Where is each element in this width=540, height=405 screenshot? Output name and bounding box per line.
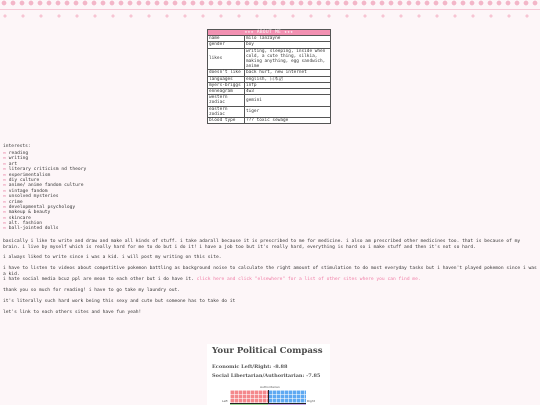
interest-label: alt. fashion [8,221,42,227]
profile-value: milo lanzayne [245,36,331,42]
compass-economic-score: Economic Left/Right: -8.88 [212,364,288,370]
profile-key: enneagram [208,89,245,95]
profile-key: languages [208,76,245,82]
compass-social-score: Social Libertarian/Authoritarian: -7.85 [212,373,321,379]
interest-label: reading [8,151,29,156]
compass-left-label: Left [222,399,228,403]
pokemon-paragraph: i have to listen to videos about competitive pokemon battling as background noise to calculate the right amount of stimulation to do most everyday tasks but i haven't played pokemon since i was a kid. [3,266,537,277]
envelope-icon: ✉ [3,204,6,210]
list-item [3,226,86,231]
envelope-icon: ✉ [3,194,6,200]
profile-key: myers-briggs [208,82,245,88]
table-row [208,48,331,70]
interests-list [3,151,86,232]
envelope-icon: ✉ [3,199,6,205]
interest-label: developmental psychology [8,204,76,210]
interest-label: art [8,161,18,167]
interest-label: writing [8,156,29,162]
interest-label: experimentalism [8,172,51,178]
interest-label: ball-jointed dolls [8,226,59,232]
profile-key: doesn't like [208,70,245,76]
profile-value: english, 日本語 [245,76,331,82]
envelope-icon: ✉ [3,226,6,232]
compass-top-label: Authoritarian [260,385,280,389]
envelope-icon: ✉ [3,183,6,189]
writing-paragraph: i always liked to write since i was a kid. i will post my writing on this site. [3,255,222,260]
profile-value: writing, sleeping, inside when cold, a cute thing, silkia, making anything, egg sandwich, anime [245,48,331,70]
table-row [208,95,331,106]
envelope-icon: ✉ [3,161,6,167]
profile-header: ★★★ ABOUT ME ★★★ [208,30,331,36]
compass-right-label: Right [307,399,315,403]
profile-table [207,29,331,124]
envelope-icon: ✉ [3,210,6,216]
interest-label: literary criticism nd theory [8,167,87,173]
profile-key: gender [208,42,245,48]
lace-border-decoration [0,10,540,22]
profile-key: eastern zodiac [208,106,245,117]
thanks-paragraph: thank you so much for reading! i have to go take my laundry out. [3,288,181,293]
envelope-icon: ✉ [3,167,6,173]
envelope-icon: ✉ [3,156,6,162]
interest-label: unsolved mysteries [8,194,59,200]
profile-value: tiger [245,106,331,117]
elsewhere-link[interactable]: click here and click "elsewhere" for a list of other sites where you can find me. [196,277,421,282]
profile-key: name [208,36,245,42]
envelope-icon: ✉ [3,177,6,183]
envelope-icon: ✉ [3,151,6,156]
envelope-icon: ✉ [3,221,6,227]
political-compass-image [207,344,330,405]
interests-title: interests: [3,144,31,149]
profile-key: blood type [208,118,245,124]
interest-label: crime [8,199,23,205]
profile-value: back hurt, new internet [245,70,331,76]
table-row [208,106,331,117]
table-row [208,118,331,124]
interest-label: diy culture [8,177,40,183]
profile-value: infp [245,82,331,88]
profile-value: ??? toxic sewage [245,118,331,124]
profile-value: 4w3 [245,89,331,95]
compass-title: Your Political Compass [212,346,323,356]
interest-label: anime/ anime fandom culture [8,183,84,189]
link-exchange-paragraph: let's link to each others sites and have fun yeah! [3,310,142,315]
envelope-icon: ✉ [3,215,6,221]
profile-value: boy [245,42,331,48]
interest-label: makeup & beauty [8,210,51,216]
social-media-text: i hate social media bcuz ppl are mean to each other but i do have it. [3,277,194,282]
profile-key: western zodiac [208,95,245,106]
envelope-icon: ✉ [3,188,6,194]
bio-paragraph: basically i like to write and draw and make all kinds of stuff. i take adarall because it is prescribed to me for medicine. i also am prescribed other medicines too. that is because of my brain. i live by myself which is really hard for me to do but i do it! i have a job too but it's really hard, everything is hard so i make stuff and then it's not so hard. [3,239,521,250]
profile-key: likes [208,48,245,70]
interest-label: vintage fandom [8,188,48,194]
social-media-paragraph [3,277,537,283]
profile-value: gemini [245,95,331,106]
hard-work-paragraph: it's literally such hard work being this sexy and cute but someone has to take do it [3,299,236,304]
interest-label: skincare [8,215,31,221]
envelope-icon: ✉ [3,172,6,178]
